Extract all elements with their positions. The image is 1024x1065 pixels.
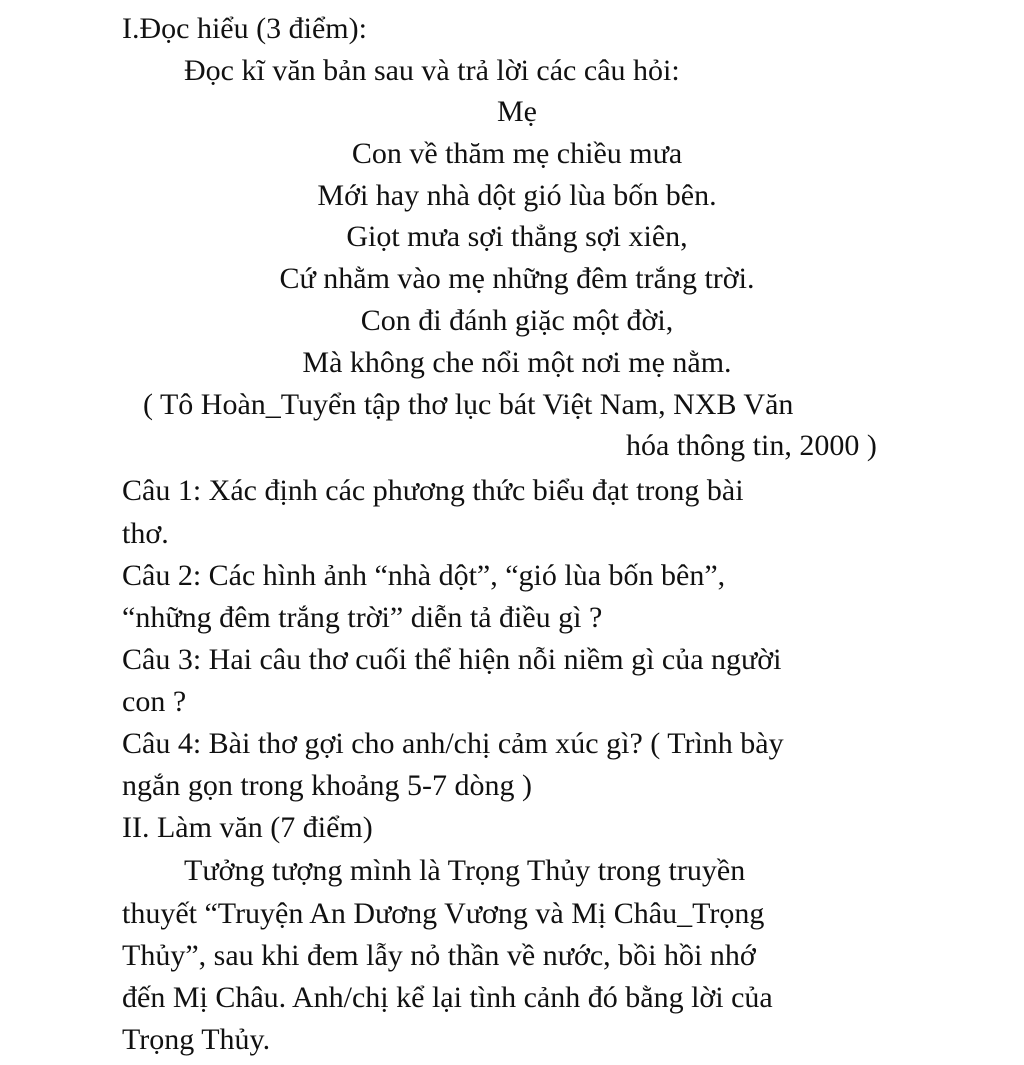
question-1-line-1: Câu 1: Xác định các phương thức biểu đạt trong bài — [122, 474, 744, 507]
question-3-line-2: con ? — [122, 685, 187, 718]
part2-heading: II. Làm văn (7 điểm) — [122, 811, 373, 844]
poem-line-6: Mà không che nổi một nơi mẹ nằm. — [302, 346, 732, 379]
question-2-line-2: “những đêm trắng trời” diễn tả điều gì ? — [122, 601, 603, 634]
question-4-line-1: Câu 4: Bài thơ gợi cho anh/chị cảm xúc gì? ( Trình bày — [122, 727, 784, 760]
writing-prompt-line-1: Tưởng tượng mình là Trọng Thủy trong truyền — [184, 854, 746, 887]
question-2-line-1: Câu 2: Các hình ảnh “nhà dột”, “gió lùa bốn bên”, — [122, 559, 726, 592]
poem-source-line-2: hóa thông tin, 2000 ) — [626, 429, 877, 462]
part1-heading: I.Đọc hiểu (3 điểm): — [122, 12, 367, 45]
question-1-line-2: thơ. — [122, 517, 169, 550]
reading-instruction: Đọc kĩ văn bản sau và trả lời các câu hỏi: — [184, 54, 680, 87]
question-4-line-2: ngắn gọn trong khoảng 5-7 dòng ) — [122, 769, 532, 802]
poem-line-2: Mới hay nhà dột gió lùa bốn bên. — [317, 179, 717, 212]
writing-prompt-line-2: thuyết “Truyện An Dương Vương và Mị Châu_Trọng — [122, 897, 765, 930]
question-3-line-1: Câu 3: Hai câu thơ cuối thể hiện nỗi niềm gì của người — [122, 643, 782, 676]
poem-line-4: Cứ nhằm vào mẹ những đêm trắng trời. — [279, 262, 755, 295]
writing-prompt-line-3: Thủy”, sau khi đem lẫy nỏ thần về nước, bồi hồi nhớ — [122, 939, 756, 972]
writing-prompt-line-5: Trọng Thủy. — [122, 1023, 271, 1056]
poem-line-3: Giọt mưa sợi thẳng sợi xiên, — [346, 220, 688, 253]
poem-line-5: Con đi đánh giặc một đời, — [360, 304, 674, 337]
poem-source-line-1: ( Tô Hoàn_Tuyển tập thơ lục bát Việt Nam, NXB Văn — [143, 388, 794, 421]
writing-prompt-line-4: đến Mị Châu. Anh/chị kể lại tình cảnh đó bằng lời của — [122, 981, 773, 1014]
poem-title: Mẹ — [497, 95, 537, 128]
poem-line-1: Con về thăm mẹ chiều mưa — [351, 137, 683, 170]
